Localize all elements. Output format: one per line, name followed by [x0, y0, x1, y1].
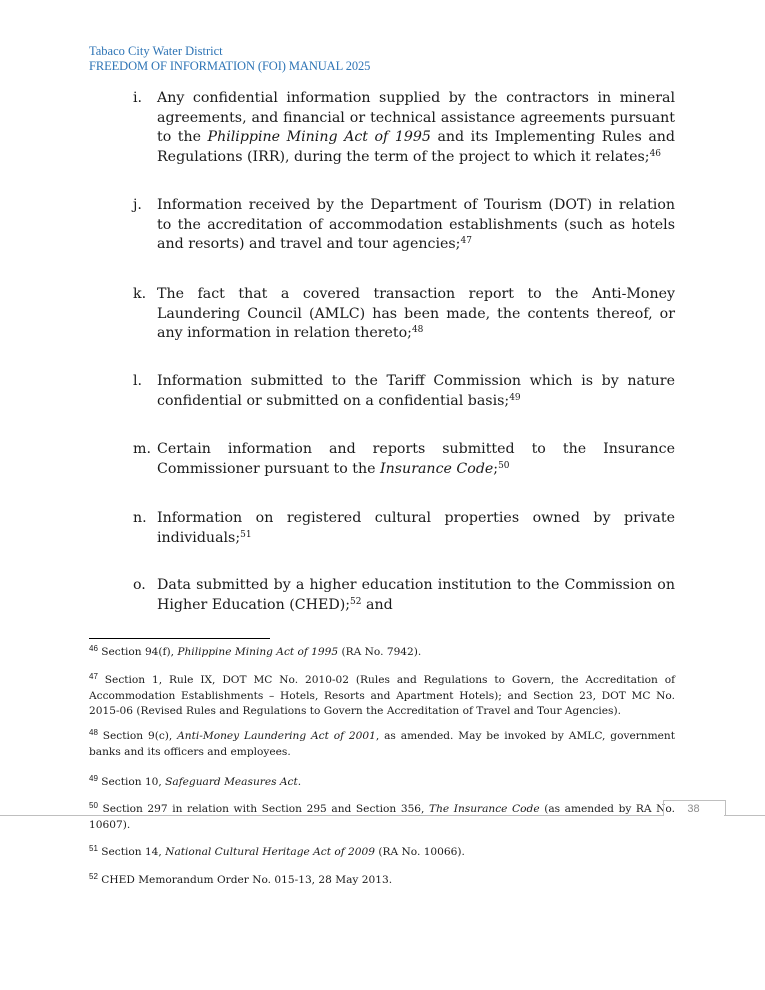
- page-number-line: [724, 815, 765, 816]
- item-marker: l.: [133, 373, 143, 389]
- footnote: $^{48}$ Section 9(c), Anti-Money Laundering Act of 2001, as amended. May be invoked by AMLC, government banks and its officers and employees.: [89, 728, 675, 758]
- footnote-ref[interactable]: 52: [350, 596, 362, 607]
- list-item: [133, 196, 675, 255]
- footnote-number: 50: [89, 801, 98, 810]
- footnote: $^{49}$ Section 10, Safeguard Measures Act.: [89, 774, 302, 788]
- footnote-ref[interactable]: 50: [498, 460, 510, 471]
- list-item: [133, 509, 675, 548]
- item-text: The fact that a covered transaction report to the Anti-Money Laundering Council (AMLC) has been made, the contents thereof, or any information in relation thereto;$^{48}$: [157, 286, 675, 341]
- item-marker: i.: [133, 90, 143, 106]
- item-marker: n.: [133, 510, 147, 526]
- footnote: $^{52}$ CHED Memorandum Order No. 015-13, 28 May 2013.: [89, 872, 393, 886]
- footnote: $^{47}$ Section 1, Rule IX, DOT MC No. 2010-02 (Rules and Regulations to Govern, the Accreditation of Accommodation Establishments – Hotels, Resorts and Apartment Hotels); and Section 23, DOT MC No. 2015-06 (Revised Rules and Regulations to Govern the Accreditation of Travel and Tour Agencies).: [89, 672, 675, 717]
- footnote-ref[interactable]: 51: [240, 529, 252, 540]
- item-marker: o.: [133, 577, 146, 593]
- item-text: Information received by the Department of Tourism (DOT) in relation to the accreditation of accommodation establishments (such as hotels and resorts) and travel and tour agencies;$^{47}$: [157, 197, 675, 252]
- item-text: Any confidential information supplied by the contractors in mineral agreements, and financial or technical assistance agreements pursuant to the Philippine Mining Act of 1995 and its Implementing Rules and Regulations (IRR), during the term of the project to which it relates;$^{46}$: [157, 90, 675, 165]
- item-marker: m.: [133, 441, 151, 457]
- item-text: Information submitted to the Tariff Commission which is by nature confidential or submitted on a confidential basis;$^{49}$: [157, 373, 675, 409]
- footnote-separator: [89, 638, 270, 639]
- footnote-number: 49: [89, 774, 98, 783]
- footnote-number: 46: [89, 644, 98, 653]
- footnote: $^{50}$ Section 297 in relation with Section 295 and Section 356, The Insurance Code (as amended by RA No. 10607).: [89, 801, 675, 831]
- item-marker: j.: [133, 197, 142, 213]
- footnote: $^{51}$ Section 14, National Cultural Heritage Act of 2009 (RA No. 10066).: [89, 844, 465, 858]
- footnote-ref[interactable]: 49: [509, 392, 521, 403]
- list-item: [133, 576, 675, 615]
- list-item: [133, 440, 675, 479]
- item-text: Data submitted by a higher education institution to the Commission on Higher Education (CHED);$^{52}$ and: [157, 577, 675, 613]
- list-item: [133, 89, 675, 167]
- footnote-number: 48: [89, 728, 98, 737]
- footnote-number: 52: [89, 872, 98, 881]
- manual-title: FREEDOM OF INFORMATION (FOI) MANUAL 2025: [89, 59, 371, 73]
- item-marker: k.: [133, 286, 147, 302]
- page-number: 38: [687, 803, 700, 815]
- footnote: $^{46}$ Section 94(f), Philippine Mining Act of 1995 (RA No. 7942).: [89, 644, 422, 658]
- footnote-number: 51: [89, 844, 98, 853]
- organization-name: Tabaco City Water District: [89, 44, 223, 58]
- document-header: [89, 44, 370, 74]
- page-number-line: [0, 815, 663, 816]
- footnote-ref[interactable]: 48: [411, 325, 424, 335]
- footnote-ref[interactable]: 46: [649, 148, 662, 159]
- item-text: Information on registered cultural properties owned by private individuals;$^{51}$: [157, 510, 675, 546]
- list-item: [133, 285, 675, 344]
- footnote-ref[interactable]: 47: [460, 236, 472, 246]
- list-item: [133, 372, 675, 411]
- footnote-number: 47: [89, 672, 98, 681]
- item-text: Certain information and reports submitted to the Insurance Commissioner pursuant to the Insurance Code;$^{50}$: [157, 441, 675, 477]
